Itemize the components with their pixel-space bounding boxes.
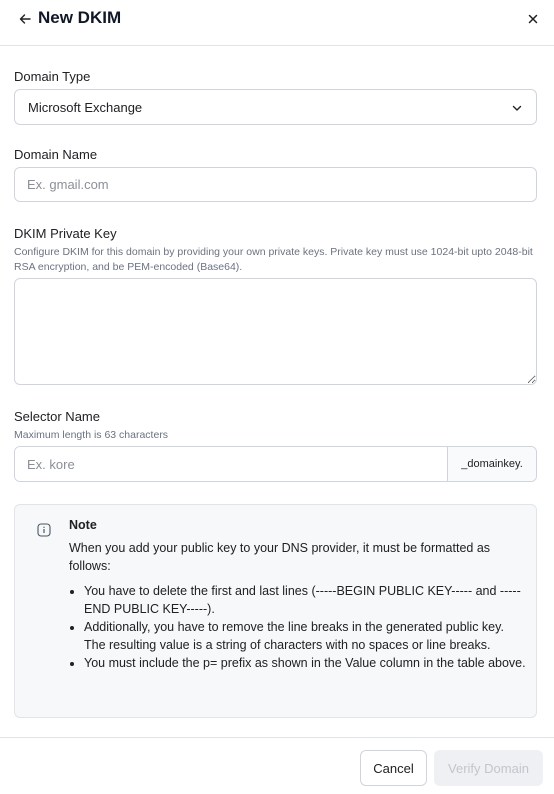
note-title: Note bbox=[69, 518, 97, 532]
panel-footer bbox=[0, 737, 554, 794]
domain-type-label: Domain Type bbox=[14, 69, 91, 84]
domain-type-select[interactable] bbox=[14, 89, 537, 125]
private-key-label: DKIM Private Key bbox=[14, 226, 117, 241]
selector-name-help: Maximum length is 63 characters bbox=[14, 429, 169, 441]
verify-domain-button[interactable]: Verify Domain bbox=[434, 750, 543, 786]
list-item: • You have to delete the first and last lines (-----BEGIN PUBLIC KEY----- and -----END PUBLIC KEY-----). bbox=[84, 582, 527, 618]
list-item: • Additionally, you have to remove the line breaks in the generated public key. The resulting value is a string of characters with no spaces or line breaks. bbox=[84, 618, 527, 654]
selector-name-field bbox=[14, 446, 537, 482]
domain-name-label: Domain Name bbox=[14, 147, 98, 162]
selector-name-input[interactable] bbox=[15, 447, 447, 481]
close-button[interactable] bbox=[524, 10, 542, 28]
domain-name-input[interactable] bbox=[14, 167, 537, 202]
list-item: • You must include the p= prefix as shown in the Value column in the table above. bbox=[84, 654, 527, 672]
note-box bbox=[14, 504, 537, 718]
close-icon bbox=[528, 14, 538, 24]
domain-type-value: Microsoft Exchange bbox=[28, 99, 143, 115]
back-button[interactable] bbox=[16, 10, 34, 28]
page-title: New DKIM bbox=[38, 8, 122, 27]
cancel-button[interactable]: Cancel bbox=[360, 750, 427, 786]
note-list bbox=[69, 582, 527, 672]
selector-name-label: Selector Name bbox=[14, 409, 100, 424]
info-icon bbox=[37, 523, 51, 537]
chevron-down-icon bbox=[510, 101, 524, 115]
domainkey-suffix: _domainkey. bbox=[447, 447, 536, 481]
private-key-help: Configure DKIM for this domain by providing your own private keys. Private key must use 1024-bit upto 2048-bit RSA encryption, and be PEM-encoded (Base64). bbox=[14, 246, 533, 273]
private-key-textarea[interactable] bbox=[14, 278, 537, 385]
note-intro: When you add your public key to your DNS provider, it must be formatted as follows: bbox=[69, 541, 491, 573]
panel-header bbox=[0, 0, 554, 46]
arrow-left-icon bbox=[19, 13, 31, 25]
